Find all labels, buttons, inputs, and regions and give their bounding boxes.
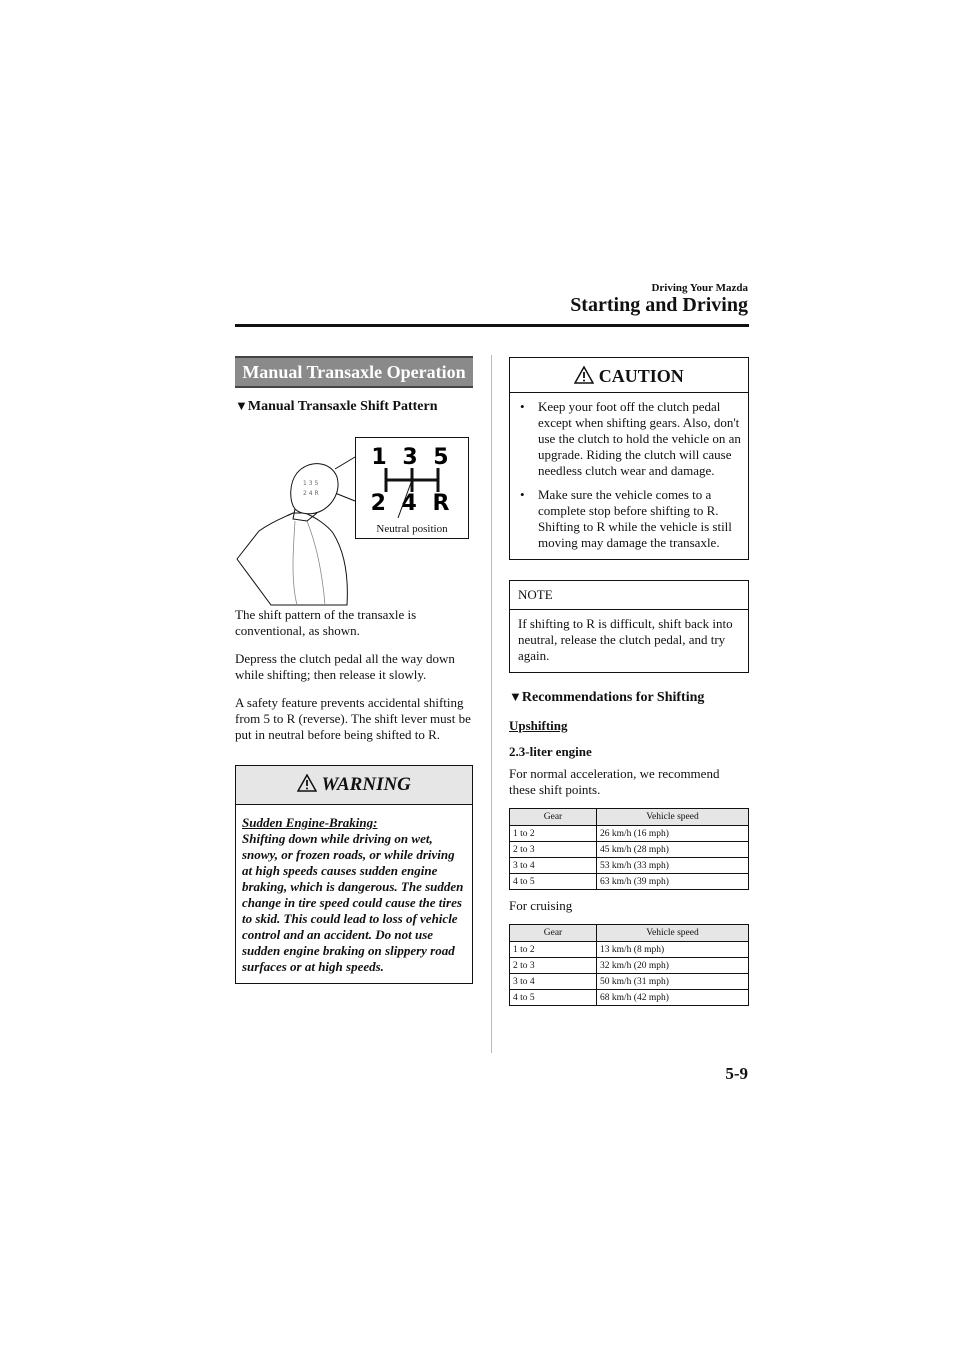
warning-box — [235, 765, 473, 984]
svg-text:1 3 5: 1 3 5 — [303, 480, 319, 487]
speed-cell: 53 km/h (33 mph) — [597, 858, 749, 874]
shift-gate-diagram — [356, 438, 468, 520]
gear-cell: 3 to 4 — [510, 974, 597, 990]
caution-item: • Make sure the vehicle comes to a complete stop before shifting to R. Shifting to R while the vehicle is still moving may damage the transaxle. — [516, 487, 742, 551]
shift-pattern-heading: ▼Manual Transaxle Shift Pattern — [235, 398, 438, 414]
speed-header: Vehicle speed — [597, 925, 749, 942]
cruising-intro: For cruising — [509, 898, 573, 913]
chapter-title: Starting and Driving — [570, 294, 748, 316]
gear-top-row: 1 3 5 — [371, 445, 453, 470]
shift-pattern-figure — [235, 421, 473, 607]
neutral-position-label: Neutral position — [376, 523, 448, 535]
note-body: If shifting to R is difficult, shift back into neutral, release the clutch pedal, and try again. — [518, 616, 733, 663]
caution-item: • Keep your foot off the clutch pedal except when shifting gears. Also, don't use the clutch to hold the vehicle on an upgrade. Riding the clutch will cause needless clutch wear and damage. — [516, 399, 742, 479]
svg-text:2 4 R: 2 4 R — [303, 490, 319, 497]
table-row — [510, 942, 749, 958]
speed-cell: 26 km/h (16 mph) — [597, 826, 749, 842]
normal-shift-table — [509, 808, 749, 890]
gear-header: Gear — [510, 925, 597, 942]
table-row — [510, 874, 749, 890]
gear-cell: 4 to 5 — [510, 990, 597, 1006]
note-box — [509, 580, 749, 673]
gear-header: Gear — [510, 809, 597, 826]
warning-subtitle: Sudden Engine-Braking: — [242, 815, 378, 830]
right-column — [509, 357, 749, 1006]
table-header-row — [510, 809, 749, 826]
triangle-down-icon: ▼ — [509, 689, 522, 704]
warning-triangle-icon — [574, 366, 594, 384]
gear-cell: 4 to 5 — [510, 874, 597, 890]
cruising-shift-table — [509, 924, 749, 1006]
speed-cell: 45 km/h (28 mph) — [597, 842, 749, 858]
column-separator — [491, 355, 492, 1053]
caution-body — [510, 393, 748, 559]
gear-cell: 3 to 4 — [510, 858, 597, 874]
page-number: 5-9 — [725, 1064, 748, 1083]
section-banner: Manual Transaxle Operation — [235, 356, 473, 388]
table-row — [510, 826, 749, 842]
upshifting-heading: Upshifting — [509, 718, 568, 733]
gear-bottom-row: 2 4 R — [370, 491, 454, 516]
triangle-down-icon: ▼ — [235, 398, 248, 413]
note-header: NOTE — [510, 581, 748, 610]
warning-triangle-icon — [297, 774, 317, 792]
speed-cell: 13 km/h (8 mph) — [597, 942, 749, 958]
gear-cell: 1 to 2 — [510, 942, 597, 958]
shift-pattern-box — [355, 437, 469, 539]
paragraph: Depress the clutch pedal all the way down while shifting; then release it slowly. — [235, 651, 455, 682]
table-header-row — [510, 925, 749, 942]
paragraph: A safety feature prevents accidental shifting from 5 to R (reverse). The shift lever must be put in neutral before being shifted to R. — [235, 695, 471, 742]
paragraph: The shift pattern of the transaxle is conventional, as shown. — [235, 607, 417, 638]
table-row — [510, 842, 749, 858]
caution-header: CAUTION — [510, 358, 748, 393]
header-rule — [235, 324, 749, 327]
section-title: Driving Your Mazda — [651, 282, 748, 294]
gear-cell: 2 to 3 — [510, 958, 597, 974]
normal-intro: For normal acceleration, we recommend these shift points. — [509, 766, 720, 797]
caution-box — [509, 357, 749, 560]
bullet-icon: • — [520, 399, 525, 414]
warning-text: Shifting down while driving on wet, snowy, or frozen roads, or while driving at high speeds causes sudden engine braking, which is dangerous. The sudden change in tire speed could cause the tires to skid. This could lead to loss of vehicle control and an accident. Do not use sudden engine braking on slippery road surfaces or at high speeds. — [242, 831, 464, 974]
warning-body — [236, 805, 472, 983]
gear-cell: 1 to 2 — [510, 826, 597, 842]
speed-cell: 68 km/h (42 mph) — [597, 990, 749, 1006]
table-row — [510, 990, 749, 1006]
speed-cell: 50 km/h (31 mph) — [597, 974, 749, 990]
speed-cell: 63 km/h (39 mph) — [597, 874, 749, 890]
warning-header: WARNING — [236, 766, 472, 805]
recommendations-heading: ▼Recommendations for Shifting — [509, 689, 705, 705]
speed-cell: 32 km/h (20 mph) — [597, 958, 749, 974]
table-row — [510, 974, 749, 990]
table-row — [510, 858, 749, 874]
bullet-icon: • — [520, 487, 525, 502]
table-row — [510, 958, 749, 974]
left-column — [235, 356, 473, 984]
engine-heading: 2.3-liter engine — [509, 744, 592, 759]
speed-header: Vehicle speed — [597, 809, 749, 826]
gear-cell: 2 to 3 — [510, 842, 597, 858]
